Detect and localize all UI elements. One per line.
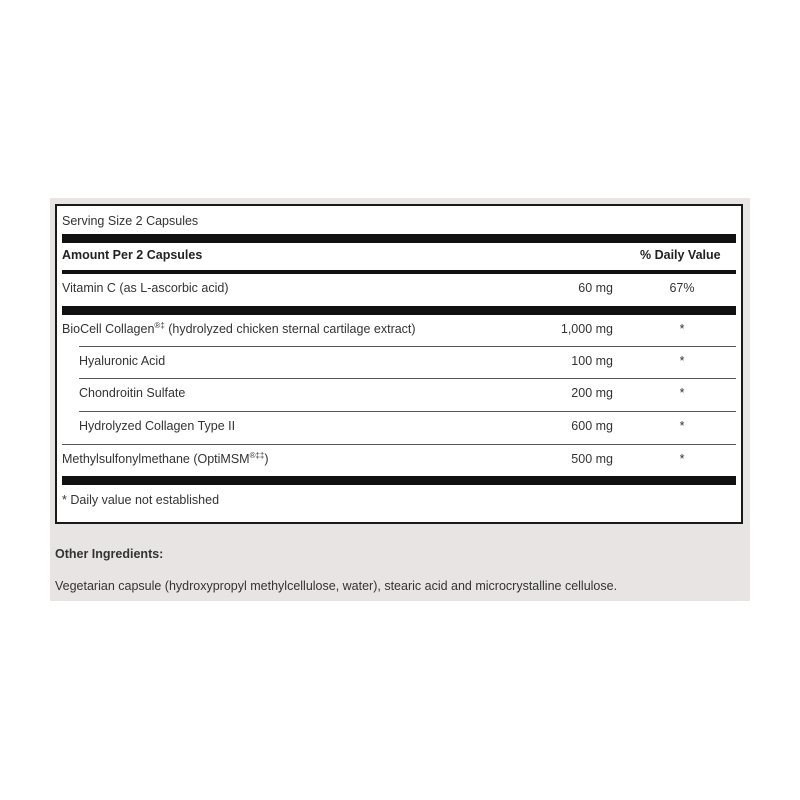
nutrient-amount: 100 mg — [571, 354, 613, 368]
nutrient-amount: 60 mg — [578, 281, 613, 295]
row-divider — [62, 444, 736, 445]
thick-divider — [62, 476, 736, 485]
nutrient-name-tail: (hydrolyzed chicken sternal cartilage extract) — [164, 322, 416, 336]
nutrient-daily-value: * — [679, 322, 685, 336]
nutrient-name: Chondroitin Sulfate — [79, 386, 186, 400]
row-divider — [79, 411, 736, 412]
supplement-facts-table — [55, 204, 743, 524]
nutrient-name-text: Methylsulfonylmethane (OptiMSM — [62, 452, 250, 466]
nutrient-amount: 200 mg — [571, 386, 613, 400]
nutrient-daily-value: 67% — [669, 281, 695, 295]
nutrient-name — [62, 322, 416, 336]
serving-size: Serving Size 2 Capsules — [62, 214, 199, 228]
row-divider — [79, 378, 736, 379]
trademark-superscript: ®‡ — [154, 321, 165, 330]
nutrient-amount: 500 mg — [571, 452, 613, 466]
nutrient-name — [62, 452, 269, 466]
nutrient-name — [62, 281, 229, 295]
medium-divider — [62, 270, 736, 274]
thick-divider — [62, 306, 736, 315]
other-ingredients-text: Vegetarian capsule (hydroxypropyl methylcellulose, water), stearic acid and microcrystalline cellulose. — [55, 579, 618, 593]
nutrient-name-text: BioCell Collagen — [62, 322, 155, 336]
nutrient-daily-value: * — [679, 419, 685, 433]
daily-value-header: % Daily Value — [640, 248, 721, 262]
other-ingredients-title: Other Ingredients: — [55, 547, 164, 561]
row-divider — [79, 346, 736, 347]
trademark-superscript: ®‡‡ — [249, 451, 265, 460]
nutrient-name-text: Vitamin C (as L-ascorbic acid) — [62, 281, 229, 295]
amount-header: Amount Per 2 Capsules — [62, 248, 203, 262]
nutrient-daily-value: * — [679, 386, 685, 400]
nutrient-name-tail: ) — [264, 452, 269, 466]
nutrient-amount: 1,000 mg — [560, 322, 613, 336]
nutrient-amount: 600 mg — [571, 419, 613, 433]
thick-divider — [62, 234, 736, 243]
supplement-panel — [50, 198, 750, 601]
nutrient-name: Hydrolyzed Collagen Type II — [79, 419, 236, 433]
footnote: * Daily value not established — [62, 493, 220, 507]
nutrient-daily-value: * — [679, 354, 685, 368]
nutrient-name: Hyaluronic Acid — [79, 354, 166, 368]
nutrient-daily-value: * — [679, 452, 685, 466]
